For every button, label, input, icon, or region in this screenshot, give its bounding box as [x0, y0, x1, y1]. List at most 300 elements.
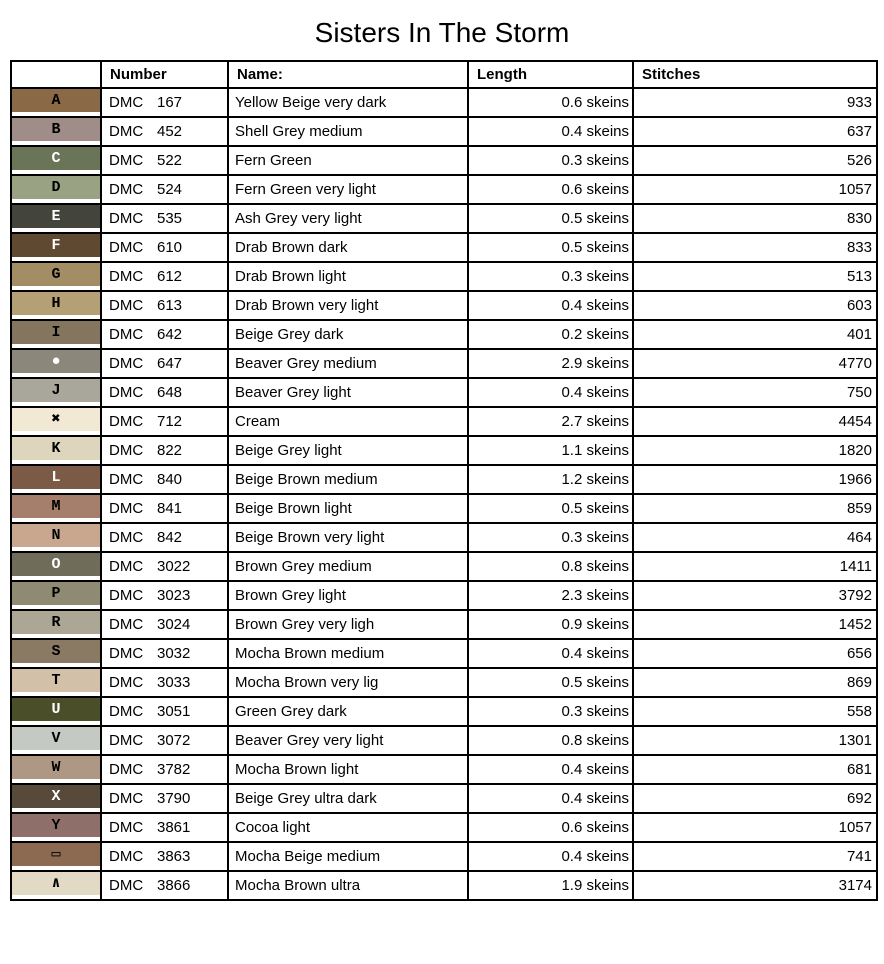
name-value: Beige Grey ultra dark	[235, 790, 377, 807]
number-cell	[101, 784, 228, 813]
brand-label: DMC	[109, 413, 144, 430]
length-value: 0.2 skeins	[561, 326, 629, 343]
stitch-symbol: C	[51, 150, 61, 167]
brand-label: DMC	[109, 355, 144, 372]
code-value: 524	[157, 181, 183, 198]
table-row	[11, 117, 877, 146]
number-cell	[101, 175, 228, 204]
color-swatch	[12, 669, 100, 692]
color-swatch	[12, 843, 100, 866]
stitch-symbol: V	[51, 730, 61, 747]
length-cell	[468, 726, 633, 755]
length-value: 0.4 skeins	[561, 297, 629, 314]
code-value: 3790	[157, 790, 191, 807]
brand-label: DMC	[109, 94, 144, 111]
name-cell	[228, 88, 468, 117]
stitches-value: 4770	[838, 355, 872, 372]
length-value: 0.5 skeins	[561, 239, 629, 256]
name-value: Beaver Grey light	[235, 384, 351, 401]
brand-label: DMC	[109, 384, 144, 401]
stitches-value: 869	[846, 674, 872, 691]
symbol-cell	[11, 813, 101, 842]
length-value: 0.3 skeins	[561, 152, 629, 169]
number-cell	[101, 842, 228, 871]
length-value: 0.3 skeins	[561, 529, 629, 546]
color-swatch	[12, 524, 100, 547]
number-cell	[101, 639, 228, 668]
table-row	[11, 436, 877, 465]
code-value: 840	[157, 471, 183, 488]
symbol-cell	[11, 465, 101, 494]
table-row	[11, 146, 877, 175]
length-value: 0.4 skeins	[561, 123, 629, 140]
length-cell	[468, 610, 633, 639]
brand-label: DMC	[109, 848, 144, 865]
name-value: Ash Grey very light	[235, 210, 362, 227]
table-row	[11, 813, 877, 842]
symbol-cell	[11, 378, 101, 407]
length-cell	[468, 262, 633, 291]
stitches-value: 603	[846, 297, 872, 314]
stitches-cell	[633, 552, 877, 581]
name-cell	[228, 523, 468, 552]
brand-label: DMC	[109, 587, 144, 604]
stitches-value: 833	[846, 239, 872, 256]
stitches-cell	[633, 494, 877, 523]
name-cell	[228, 610, 468, 639]
table-row	[11, 784, 877, 813]
table-row	[11, 697, 877, 726]
name-value: Drab Brown dark	[235, 239, 348, 256]
name-value: Beaver Grey medium	[235, 355, 377, 372]
stitches-value: 1452	[838, 616, 872, 633]
stitches-cell	[633, 407, 877, 436]
stitches-cell	[633, 349, 877, 378]
name-cell	[228, 871, 468, 900]
length-cell	[468, 349, 633, 378]
length-value: 0.6 skeins	[561, 94, 629, 111]
header-number: Number	[101, 61, 228, 88]
name-value: Mocha Beige medium	[235, 848, 381, 865]
stitches-value: 830	[846, 210, 872, 227]
header-symbol	[11, 61, 101, 88]
name-value: Mocha Brown very lig	[235, 674, 379, 691]
code-value: 3782	[157, 761, 191, 778]
name-value: Brown Grey very ligh	[235, 616, 375, 633]
stitches-cell	[633, 233, 877, 262]
brand-label: DMC	[109, 326, 144, 343]
length-value: 0.4 skeins	[561, 790, 629, 807]
table-row	[11, 88, 877, 117]
stitches-value: 750	[846, 384, 872, 401]
color-key-body	[11, 88, 877, 900]
number-cell	[101, 871, 228, 900]
stitch-symbol: Y	[51, 817, 61, 834]
length-value: 0.3 skeins	[561, 268, 629, 285]
stitch-symbol: J	[51, 382, 61, 399]
name-value: Cocoa light	[235, 819, 311, 836]
number-cell	[101, 813, 228, 842]
stitches-value: 681	[846, 761, 872, 778]
stitches-value: 4454	[838, 413, 872, 430]
stitch-symbol: ∧	[51, 875, 61, 892]
length-cell	[468, 175, 633, 204]
color-swatch	[12, 437, 100, 460]
brand-label: DMC	[109, 819, 144, 836]
length-value: 0.8 skeins	[561, 732, 629, 749]
stitch-symbol: H	[51, 295, 61, 312]
code-value: 612	[157, 268, 183, 285]
color-swatch	[12, 785, 100, 808]
stitch-symbol: M	[51, 498, 61, 515]
brand-label: DMC	[109, 703, 144, 720]
table-row	[11, 755, 877, 784]
code-value: 3866	[157, 877, 191, 894]
stitch-symbol: X	[51, 788, 61, 805]
symbol-cell	[11, 320, 101, 349]
name-value: Mocha Brown ultra	[235, 877, 361, 894]
code-value: 3022	[157, 558, 191, 575]
stitches-cell	[633, 204, 877, 233]
color-swatch	[12, 379, 100, 402]
symbol-cell	[11, 842, 101, 871]
symbol-cell	[11, 291, 101, 320]
number-cell	[101, 465, 228, 494]
table-row	[11, 349, 877, 378]
length-value: 0.4 skeins	[561, 645, 629, 662]
name-cell	[228, 697, 468, 726]
stitch-symbol: D	[51, 179, 61, 196]
number-cell	[101, 407, 228, 436]
length-value: 1.2 skeins	[561, 471, 629, 488]
color-swatch	[12, 466, 100, 489]
stitch-symbol: N	[51, 527, 61, 544]
color-swatch	[12, 495, 100, 518]
color-swatch	[12, 611, 100, 634]
number-cell	[101, 233, 228, 262]
name-value: Beige Grey light	[235, 442, 342, 459]
name-cell	[228, 233, 468, 262]
stitches-cell	[633, 436, 877, 465]
symbol-cell	[11, 117, 101, 146]
length-cell	[468, 233, 633, 262]
symbol-cell	[11, 552, 101, 581]
code-value: 712	[157, 413, 183, 430]
table-row	[11, 378, 877, 407]
number-cell	[101, 88, 228, 117]
name-value: Green Grey dark	[235, 703, 347, 720]
brand-label: DMC	[109, 616, 144, 633]
header-stitches: Stitches	[633, 61, 877, 88]
brand-label: DMC	[109, 297, 144, 314]
length-cell	[468, 436, 633, 465]
length-cell	[468, 146, 633, 175]
brand-label: DMC	[109, 210, 144, 227]
table-row	[11, 523, 877, 552]
name-cell	[228, 668, 468, 697]
stitches-value: 859	[846, 500, 872, 517]
length-cell	[468, 407, 633, 436]
stitch-symbol: F	[51, 237, 61, 254]
name-value: Yellow Beige very dark	[235, 94, 387, 111]
length-cell	[468, 465, 633, 494]
length-cell	[468, 755, 633, 784]
symbol-cell	[11, 436, 101, 465]
name-cell	[228, 117, 468, 146]
length-value: 0.8 skeins	[561, 558, 629, 575]
name-value: Brown Grey light	[235, 587, 346, 604]
brand-label: DMC	[109, 674, 144, 691]
stitches-value: 692	[846, 790, 872, 807]
length-cell	[468, 204, 633, 233]
length-cell	[468, 552, 633, 581]
code-value: 642	[157, 326, 183, 343]
table-row	[11, 204, 877, 233]
symbol-cell	[11, 233, 101, 262]
number-cell	[101, 523, 228, 552]
table-row	[11, 871, 877, 900]
code-value: 822	[157, 442, 183, 459]
stitch-symbol: L	[51, 469, 61, 486]
name-value: Fern Green	[235, 152, 312, 169]
length-value: 0.5 skeins	[561, 674, 629, 691]
stitches-cell	[633, 842, 877, 871]
number-cell	[101, 320, 228, 349]
stitches-value: 1057	[838, 819, 872, 836]
length-cell	[468, 871, 633, 900]
symbol-cell	[11, 668, 101, 697]
name-value: Drab Brown very light	[235, 297, 379, 314]
length-cell	[468, 842, 633, 871]
symbol-cell	[11, 871, 101, 900]
table-row	[11, 668, 877, 697]
color-swatch	[12, 553, 100, 576]
stitches-cell	[633, 88, 877, 117]
stitches-cell	[633, 523, 877, 552]
name-cell	[228, 407, 468, 436]
stitches-value: 933	[846, 94, 872, 111]
table-row	[11, 175, 877, 204]
stitches-value: 464	[846, 529, 872, 546]
number-cell	[101, 494, 228, 523]
stitches-cell	[633, 175, 877, 204]
color-swatch	[12, 234, 100, 257]
stitch-symbol: I	[51, 324, 61, 341]
code-value: 3032	[157, 645, 191, 662]
code-value: 167	[157, 94, 183, 111]
symbol-cell	[11, 726, 101, 755]
name-cell	[228, 726, 468, 755]
brand-label: DMC	[109, 645, 144, 662]
number-cell	[101, 291, 228, 320]
name-cell	[228, 291, 468, 320]
length-value: 1.9 skeins	[561, 877, 629, 894]
color-swatch	[12, 727, 100, 750]
name-cell	[228, 581, 468, 610]
symbol-cell	[11, 146, 101, 175]
length-cell	[468, 784, 633, 813]
stitch-symbol: O	[51, 556, 61, 573]
code-value: 610	[157, 239, 183, 256]
length-cell	[468, 291, 633, 320]
table-row	[11, 233, 877, 262]
stitches-value: 513	[846, 268, 872, 285]
name-value: Mocha Brown medium	[235, 645, 385, 662]
number-cell	[101, 146, 228, 175]
stitches-cell	[633, 320, 877, 349]
stitches-cell	[633, 610, 877, 639]
length-cell	[468, 581, 633, 610]
stitches-cell	[633, 291, 877, 320]
header-length: Length	[468, 61, 633, 88]
number-cell	[101, 581, 228, 610]
length-value: 2.9 skeins	[561, 355, 629, 372]
symbol-cell	[11, 697, 101, 726]
color-swatch	[12, 814, 100, 837]
number-cell	[101, 204, 228, 233]
stitch-symbol: U	[51, 701, 61, 718]
brand-label: DMC	[109, 268, 144, 285]
length-value: 0.4 skeins	[561, 384, 629, 401]
stitches-value: 656	[846, 645, 872, 662]
stitch-symbol: ✖	[51, 411, 61, 428]
length-cell	[468, 117, 633, 146]
stitches-value: 558	[846, 703, 872, 720]
stitches-value: 3174	[838, 877, 872, 894]
stitches-cell	[633, 871, 877, 900]
length-value: 2.7 skeins	[561, 413, 629, 430]
code-value: 3072	[157, 732, 191, 749]
stitch-symbol: ●	[51, 353, 61, 370]
name-cell	[228, 639, 468, 668]
name-cell	[228, 784, 468, 813]
code-value: 3861	[157, 819, 191, 836]
length-cell	[468, 320, 633, 349]
table-row	[11, 262, 877, 291]
name-value: Beaver Grey very light	[235, 732, 384, 749]
stitches-value: 401	[846, 326, 872, 343]
stitches-value: 637	[846, 123, 872, 140]
stitches-cell	[633, 813, 877, 842]
name-value: Beige Brown very light	[235, 529, 385, 546]
number-cell	[101, 436, 228, 465]
brand-label: DMC	[109, 123, 144, 140]
stitches-cell	[633, 465, 877, 494]
symbol-cell	[11, 407, 101, 436]
symbol-cell	[11, 610, 101, 639]
name-value: Fern Green very light	[235, 181, 376, 198]
color-swatch	[12, 582, 100, 605]
symbol-cell	[11, 639, 101, 668]
number-cell	[101, 697, 228, 726]
name-cell	[228, 494, 468, 523]
header-name: Name:	[228, 61, 468, 88]
length-value: 2.3 skeins	[561, 587, 629, 604]
number-cell	[101, 610, 228, 639]
color-swatch	[12, 872, 100, 895]
code-value: 3024	[157, 616, 191, 633]
stitches-cell	[633, 262, 877, 291]
length-cell	[468, 494, 633, 523]
name-value: Beige Brown medium	[235, 471, 378, 488]
code-value: 648	[157, 384, 183, 401]
stitch-symbol: B	[51, 121, 61, 138]
color-swatch	[12, 408, 100, 431]
stitches-value: 1057	[838, 181, 872, 198]
brand-label: DMC	[109, 558, 144, 575]
stitch-symbol: E	[51, 208, 61, 225]
page-title: Sisters In The Storm	[314, 17, 570, 48]
code-value: 3033	[157, 674, 191, 691]
table-row	[11, 726, 877, 755]
number-cell	[101, 726, 228, 755]
stitches-value: 1411	[839, 558, 872, 575]
brand-label: DMC	[109, 877, 144, 894]
brand-label: DMC	[109, 732, 144, 749]
brand-label: DMC	[109, 790, 144, 807]
code-value: 3023	[157, 587, 191, 604]
length-cell	[468, 668, 633, 697]
stitch-symbol: G	[51, 266, 61, 283]
stitches-cell	[633, 378, 877, 407]
number-cell	[101, 117, 228, 146]
brand-label: DMC	[109, 529, 144, 546]
color-swatch	[12, 698, 100, 721]
length-cell	[468, 523, 633, 552]
length-cell	[468, 378, 633, 407]
stitches-value: 1966	[838, 471, 872, 488]
color-swatch	[12, 321, 100, 344]
table-row	[11, 291, 877, 320]
symbol-cell	[11, 204, 101, 233]
stitches-cell	[633, 639, 877, 668]
symbol-cell	[11, 262, 101, 291]
table-row	[11, 581, 877, 610]
name-cell	[228, 842, 468, 871]
length-value: 0.4 skeins	[561, 848, 629, 865]
code-value: 842	[157, 529, 183, 546]
table-row	[11, 552, 877, 581]
symbol-cell	[11, 581, 101, 610]
name-cell	[228, 755, 468, 784]
color-swatch	[12, 640, 100, 663]
stitches-value: 526	[846, 152, 872, 169]
name-value: Mocha Brown light	[235, 761, 359, 778]
color-swatch	[12, 89, 100, 112]
brand-label: DMC	[109, 500, 144, 517]
color-swatch	[12, 292, 100, 315]
stitch-symbol: P	[51, 585, 61, 602]
number-cell	[101, 668, 228, 697]
number-cell	[101, 552, 228, 581]
stitch-symbol: S	[51, 643, 61, 660]
name-cell	[228, 175, 468, 204]
table-row	[11, 320, 877, 349]
table-row	[11, 610, 877, 639]
length-cell	[468, 813, 633, 842]
name-cell	[228, 349, 468, 378]
brand-label: DMC	[109, 181, 144, 198]
stitches-cell	[633, 755, 877, 784]
length-value: 1.1 skeins	[561, 442, 629, 459]
code-value: 522	[157, 152, 183, 169]
length-value: 0.3 skeins	[561, 703, 629, 720]
color-swatch	[12, 118, 100, 141]
length-cell	[468, 697, 633, 726]
length-cell	[468, 88, 633, 117]
table-header	[11, 61, 877, 88]
stitch-symbol: ▭	[51, 846, 61, 863]
